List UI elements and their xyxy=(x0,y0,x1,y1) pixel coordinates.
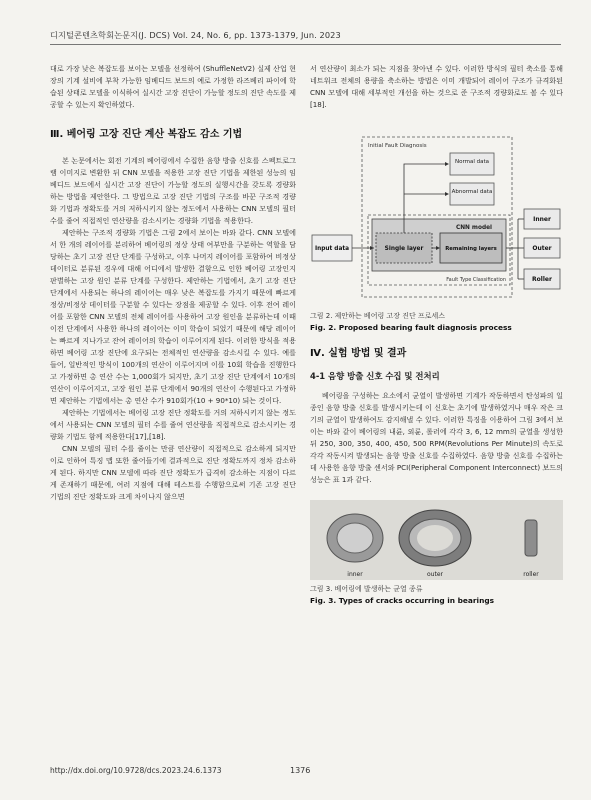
paragraph: 베어링을 구성하는 요소에서 균열이 발생하면 기계가 작동하면서 탄성파의 일종인 음향 방출 신호를 발생시키는데 이 신호는 초기에 발생하였거나 매우 작은 크기의 균열이 발생하여도 감지해낼 수 있다. 이러한 특징을 이용하여 그림 3에서 보이는 바와 같이 베어링의 내륜, 외륜, 롤러에 각각 3, 6, 12 mm의 균열을 생성한 뒤 250, 300, 350, 400, 450, 500 RPM(Revolutions Per Minute)의 속도로 각각 작동시켜 발생되는 음향 방출 신호를 수집하였다. 음향 방출 신호를 수집하는데 사용한 음향 방출 센서와 PCI(Peripheral Component Interconnect) 보드의 성능은 표 1과 같다. xyxy=(310,391,563,484)
left-column xyxy=(50,63,296,503)
roller-image xyxy=(525,520,537,556)
right-column xyxy=(310,63,563,607)
fault-classification-label: Fault Type Classification xyxy=(446,277,506,283)
figure-2-caption-en: Fig. 2. Proposed bearing fault diagnosis process xyxy=(310,323,512,332)
inner-photo-label: inner xyxy=(347,571,363,578)
bearing-photos xyxy=(310,500,563,580)
arrow-head xyxy=(445,162,449,166)
figure-3-caption-en: Fig. 3. Types of cracks occurring in bearings xyxy=(310,596,495,605)
paragraph: CNN 모델의 필터 수를 줄이는 만큼 연산량이 직접적으로 감소하게 되지만 이로 인하여 특징 맵 또한 줄어들기에 결과적으로 진단 정확도까지 정차 감소하게 된다. 하지만 CNN 모델에 따라 진단 정확도가 급격히 감소하는 지점이 다르게 존재하기 때문에, 여러 지점에 대해 테스트를 수행함으로써 기존 고장 진단 기법의 진단 정확도와 크게 차이나지 않으면 xyxy=(50,444,296,501)
fault-diagnosis-diagram xyxy=(310,131,563,307)
page-number: 1376 xyxy=(290,766,311,775)
input-data-label: Input data xyxy=(314,246,350,252)
figure-2-caption-ko: 그림 2. 제안하는 베어링 고장 진단 프로세스 xyxy=(310,312,445,320)
doi-link[interactable]: http://dx.doi.org/10.9728/dcs.2023.24.6.1373 xyxy=(50,766,222,775)
figure-3-photo xyxy=(310,500,563,580)
paragraph: 제안하는 구조적 경량화 기법은 그림 2에서 보이는 바와 같다. CNN 모델에서 한 개의 레이어를 분리하여 베어링의 정상 상태 여부만을 구분하는 역할을 담당하는 초기 고장 진단 단계를 구성하고, 이후 나머지 레이어를 포함하여 비정상 데이터로 분류된 경우에 대해 어디에서 발생한 결함으로 인한 베어링 고장인지 판별하는 고장 원인 분류 단계를 구성한다. 제안하는 기법에서, 초기 고장 진단 단계에서 사용되는 하나의 레이어는 매우 낮은 복잡도를 가지기 때문에 빠르게 정상/비정상 데이터를 구분할 수 있다는 장점을 제공할 수 있다. 이후 전여 레이어를 포함한 CNN 모델의 전체 레이어를 사용하여 고장 원인을 분류하는데 이때 이전 단계에서 사용한 하나의 레이어는 이미 학습이 되었기 때문에 해당 레이어는 빠르게 지나가고 잔여 레이어의 학습이 이루어지게 된다. 이러한 방식을 적용하면 베어링 고장 진단에 요구되는 전체적인 연산량을 감소시킬 수 있다. 예를 들어, 일반적인 방식이 100개의 연산이 이루어지며 이를 10회 학습을 진행한다고 가정하면 총 연산 수는 1,000회가 되지만, 초기 고장 진단 단계에서 10개의 연산이 이루어지고, 고장 원인 분류 단계에서 90개의 연산이 수행된다고 가정하면 제안하는 기법에서는 총 연산 수가 910회가(10 + 90*10) 되는 것이다. xyxy=(50,228,296,405)
cnn-model-label: CNN model xyxy=(455,225,493,231)
journal-header: 디지털콘텐츠학회논문지(J. DCS) Vol. 24, No. 6, pp. 1373-1379, Jun. 2023 xyxy=(50,30,341,40)
figure-2 xyxy=(310,131,563,307)
paragraph: 본 논문에서는 회전 기계의 베어링에서 수집한 음향 방출 신호를 스펙트로그램 이미지로 변환한 뒤 CNN 모델을 적용한 고장 진단 기법을 제한된 성능의 임베디드 보드에서 실시간 고장 진단이 가능할 정도의 실행시간을 갖도록 경량화하는 방법을 제안한다. 그 방법으로 고장 진단 기법의 구조를 바꾼 구조적 경량화 기법과 정확도를 거의 저하시키지 않는 정도에서 사용하는 CNN 모델의 필터 수를 줄여 직접적인 연산량을 감소시키는 경량화 기법을 적용한다. xyxy=(50,156,296,225)
intro-paragraph: 대로 가장 낮은 복잡도를 보이는 모델을 선정하여 (ShuffleNetV2) 실제 산업 현장의 기계 설비에 부착 가능한 임베디드 보드의 예로 가정한 라즈베리 파이에 학습된 상태로 모델을 이식하여 실시간 고장 진단이 가능할 정도의 진단 속도를 제공할 수 있는지 확인하였다. xyxy=(50,64,296,109)
single-layer-label: Single layer xyxy=(384,246,424,252)
subsection-4-1-heading: 4-1 음향 방출 신호 수집 및 전처리 xyxy=(310,371,440,381)
section-4-heading: Ⅳ. 실험 방법 및 결과 xyxy=(310,348,407,359)
figure-3-caption-ko: 그림 3. 베어링에 발생하는 균열 종류 xyxy=(310,585,423,593)
outer-label: Outer xyxy=(532,245,552,252)
roller-label: Roller xyxy=(532,276,552,283)
paragraph: 서 연산량이 최소가 되는 지점을 찾아낸 수 있다. 이러한 방식의 필터 축소를 통해 네트워크 전체의 용량을 축소하는 방법은 이미 개발되어 레이어 구조가 규격화된 CNN 모델에 대해 세부적인 개선을 하는 것으로 준 구조적 경량화로도 볼 수 있다[18]. xyxy=(310,64,563,109)
outer-photo-label: outer xyxy=(427,571,443,578)
roller-photo-label: roller xyxy=(523,571,539,578)
remaining-layers-label: Remaining layers xyxy=(445,246,497,252)
initial-diagnosis-label: Initial Fault Diagnosis xyxy=(368,143,427,149)
inner-label: Inner xyxy=(533,216,551,223)
header-rule xyxy=(50,44,561,45)
abnormal-data-label: Abnormal data xyxy=(451,189,493,195)
section-3-heading: Ⅲ. 베어링 고장 진단 계산 복잡도 감소 기법 xyxy=(50,129,243,140)
normal-data-label: Normal data xyxy=(454,159,490,165)
arrow-head xyxy=(445,192,449,196)
paragraph: 제안하는 기법에서는 베어링 고장 진단 정확도를 거의 저하시키지 않는 정도에서 사용되는 CNN 모델의 필터 수를 줄여 연산량을 직접적으로 감소시키는 경량화 기법도 함께 적용한다[17],[18]. xyxy=(50,408,296,441)
